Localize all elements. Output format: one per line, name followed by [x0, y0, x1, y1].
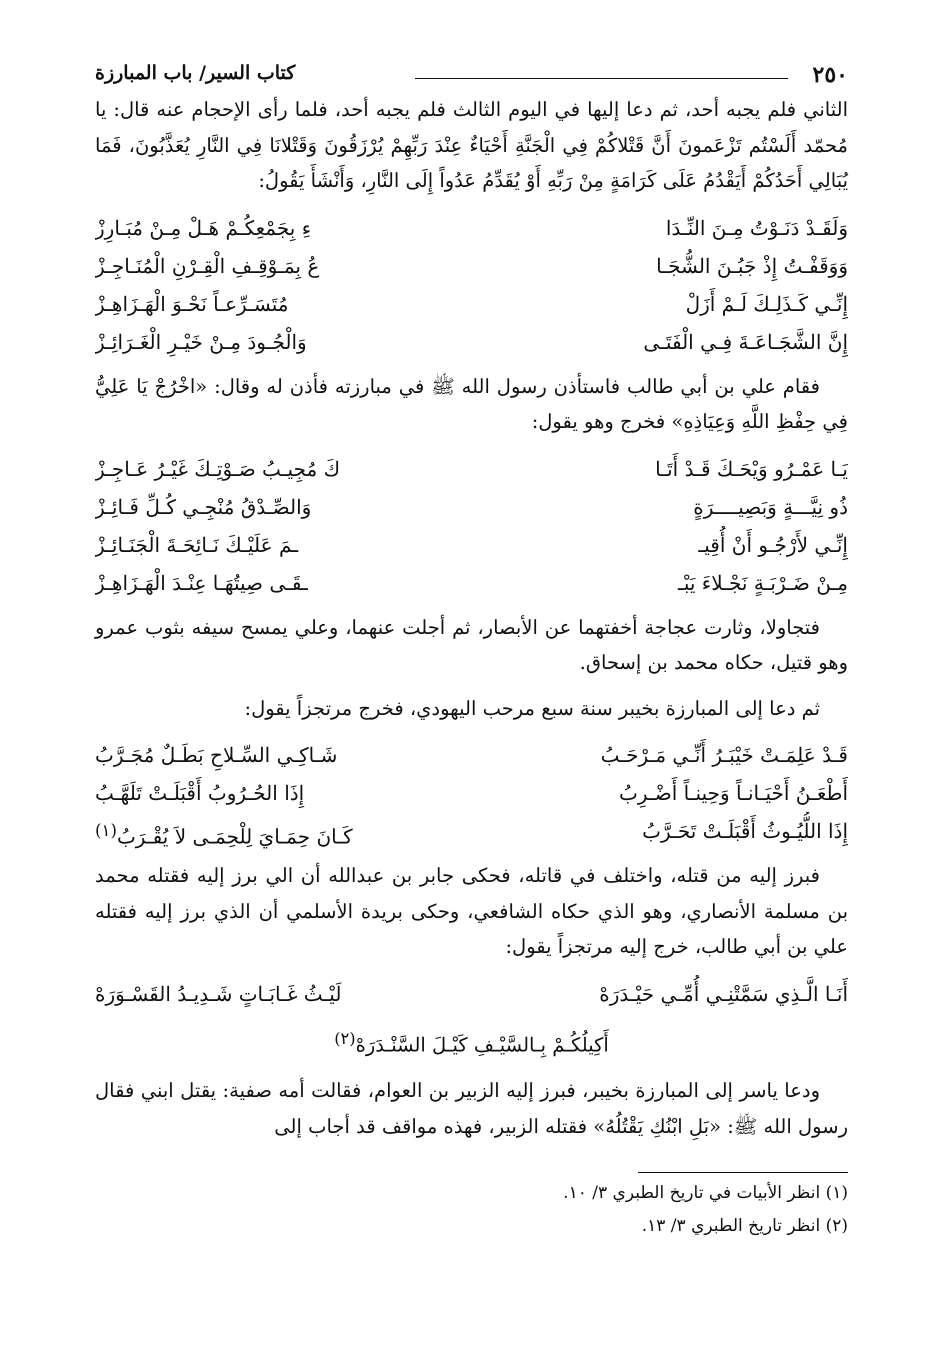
verse-second-hemistich: وَالْجُـودَ مِـنْ خَيْـرِ الْغَـرَائِـزْ: [95, 329, 307, 354]
verse-line: [95, 450, 848, 488]
verse-first-hemistich: ذُو نِيَّـــةٍ وَبَصِيــــرَةٍ: [693, 494, 848, 519]
verse-first-hemistich: إِنَّ الشَّجَـاعَـةَ فِـي الْفَتَـى: [643, 329, 848, 354]
verse-first-hemistich: يَـا عَمْـرُو وَيْحَـكَ قَـدْ أَتَـا: [655, 456, 848, 481]
verse-first-hemistich: أَنَـا الَّـذِي سَمَّتْنِـي أُمِّـي حَيْـدَرَهْ: [599, 981, 848, 1006]
verse-second-hemistich: ءِ بِجَمْعِكُـمْ هَـلْ مِـنْ مُبَـارِزْ: [95, 215, 312, 240]
footnote-1: (١) انظر الأبيات في تاريخ الطبري ٣/ ١٠.: [563, 1183, 848, 1203]
verse-second-hemistich: إِذَا الحُـرُوبُ أَقْبَلَـتْ تَلَهَّـبُ: [95, 781, 305, 805]
verse-line: [95, 247, 848, 285]
paragraph-2: فقام علي بن أبي طالب فاستأذن رسول الله ﷺ في مبارزته فأذن له وقال: «اخْرُجْ يَا عَلِيُّ فِي حِفْظِ اللَّهِ وَعِيَاذِهِ» فخرج وهو يقول:: [95, 374, 848, 433]
verse-line: [95, 774, 848, 812]
paragraph-4: ثم دعا إلى المبارزة بخيبر سنة سبع مرحب اليهودي، فخرج مرتجزاً يقول:: [244, 696, 820, 720]
page-number: ٢٥٠: [812, 62, 848, 88]
verse-second-hemistich: وَالصِّـدْقُ مُنْجِـي كُـلِّ فَـائِـزْ: [95, 494, 312, 519]
verse-centered-line: أَكِيلُكُـمْ بِـالسَّيْـفِ كَيْـلَ السَّنْـدَرَهْ$^{(٢)}$: [334, 1028, 609, 1056]
footnote-2: (٢) انظر تاريخ الطبري ٣/ ١٣.: [641, 1216, 848, 1236]
footnotes: [95, 1177, 848, 1243]
verse-second-hemistich: مُتَسَـرِّعـاً نَحْـوَ الْهَـزَاهِـزْ: [95, 291, 289, 316]
verse-second-hemistich: ـمَ عَلَيْـكَ نَـائِحَـةَ الْجَنَـائِـزْ: [95, 532, 299, 557]
verse-second-hemistich: كَ مُجِيـبُ صَـوْتِـكَ غَيْـرُ عَـاجِـزْ: [95, 456, 341, 481]
verse-first-hemistich: أَطْعَـنُ أَحْيَـانـاً وَحِينـاً أَضْـرِبُ: [618, 781, 848, 805]
header-rule: [415, 78, 788, 79]
verse-line: [95, 736, 848, 774]
verse-second-hemistich: كَـانَ حِمَـايَ لِلْحِمَـى لاَ يُقْـرَبُ$^{(١)}$: [95, 821, 353, 849]
verse-line: [95, 285, 848, 323]
verse-first-hemistich: إِذَا اللُّيُـوثُ أَقْبَلَـتْ تَحَـرَّبُ: [642, 819, 848, 843]
paragraph-1: الثاني فلم يجبه أحد، ثم دعا إليها في اليوم الثالث فلم يجبه أحد، فلما رأى الإحجام عنه قال: يا مُحمّد أَلَسْتُم تَزْعَمونَ أَنَّ قَتْلاكُمْ فِي الْجَنَّةِ أَحْيَاءٌ عِنْدَ رَبِّهِمْ يُرْزَقُونَ وَقَتْلانَا فِي النَّارِ يُعَذَّبُونَ، فَمَا يُبَالِي أَحَدُكُمْ أَيَقْدُمُ عَلَى كَرَامَةٍ مِنْ رَبِّهِ أَوْ يُقَدِّمُ عَدُواً إِلَى النَّارِ، وَأَنْشَأَ يَقُولُ:: [95, 98, 848, 192]
paragraph-5: فبرز إليه من قتله، واختلف في قاتله، فحكى جابر بن عبدالله أن الي برز إليه فقتله محمد بن مسلمة الأنصاري، وهو الذي حكاه الشافعي، وحكى بريدة الأسلمي أن الذي برز إليه فقتله علي بن أبي طالب، خرج إليه مرتجزاً يقول:: [95, 864, 848, 958]
footnote-ref-1[interactable]: (١): [95, 821, 117, 840]
paragraph-6: ودعا ياسر إلى المبارزة بخيبر، فبرز إليه الزبير بن العوام، فقالت أمه صفية: يقتل ابني فقال رسول الله ﷺ: «بَلِ ابْنُكِ يَقْتُلُهُ» فقتله الزبير، فهذه مواقف قد أجاب إلى: [95, 1079, 848, 1138]
verse-second-hemistich: عُ بِمَـوْقِـفِ الْقِـرْنِ الْمُنَـاجِـزْ: [95, 253, 320, 278]
book-page: [95, 58, 848, 1243]
verse-line: [95, 323, 848, 361]
poem-marhab: [95, 736, 848, 850]
verse-line: [95, 488, 848, 526]
paragraph-3: فتجاولا، وثارت عجاجة أخفتهما عن الأبصار، ثم أجلت عنهما، وعلي يمسح سيفه بثوب عمرو وهو قتيل، حكاه محمد بن إسحاق.: [95, 615, 848, 674]
poem-haydara: [95, 975, 848, 1066]
verse-line: [95, 209, 848, 247]
verse-first-hemistich: إِنِّـي كَـذَلِـكَ لَـمْ أَزَلْ: [685, 291, 848, 316]
verse-first-hemistich: مِـنْ ضَـرْبَـةٍ نَجْـلاءَ يَبْـ: [677, 570, 848, 595]
footnote-ref-2[interactable]: (٢): [334, 1028, 356, 1048]
verse-line: [95, 564, 848, 602]
verse-first-hemistich: وَوَقَفْـتُ إِذْ جَبُـنَ الشُّجَـا: [656, 253, 848, 278]
poem-ali-reply: [95, 450, 848, 602]
main-text: [95, 92, 848, 1144]
verse-line: [95, 812, 848, 850]
verse-line: [95, 975, 848, 1013]
verse-first-hemistich: قَـدْ عَلِمَـتْ خَيْبَـرُ أَنِّـي مَـرْحَـبُ: [600, 743, 848, 767]
verse-second-hemistich: ـقَـى صِيتُهَـا عِنْـدَ الْهَـزَاهِـزْ: [95, 570, 308, 595]
poem-amr: [95, 209, 848, 361]
verse-second-hemistich: شَـاكِـي السِّـلاحِ بَطَـلٌ مُجَـرَّبُ: [95, 743, 338, 767]
verse-first-hemistich: وَلَقَـدْ دَنَـوْتُ مِـنَ النِّـدَا: [665, 215, 848, 240]
verse-line: [95, 526, 848, 564]
running-title: كتاب السير/ باب المبارزة: [95, 62, 296, 84]
page-header: [95, 58, 848, 92]
verse-first-hemistich: إِنِّـي لأَرْجُـو أَنْ أُقِيـ: [698, 532, 848, 557]
verse-second-hemistich: لَيْـثُ غَـابَـاتٍ شَـدِيـدُ القَسْـوَرَهْ: [95, 981, 342, 1006]
footnote-separator: [638, 1172, 848, 1173]
